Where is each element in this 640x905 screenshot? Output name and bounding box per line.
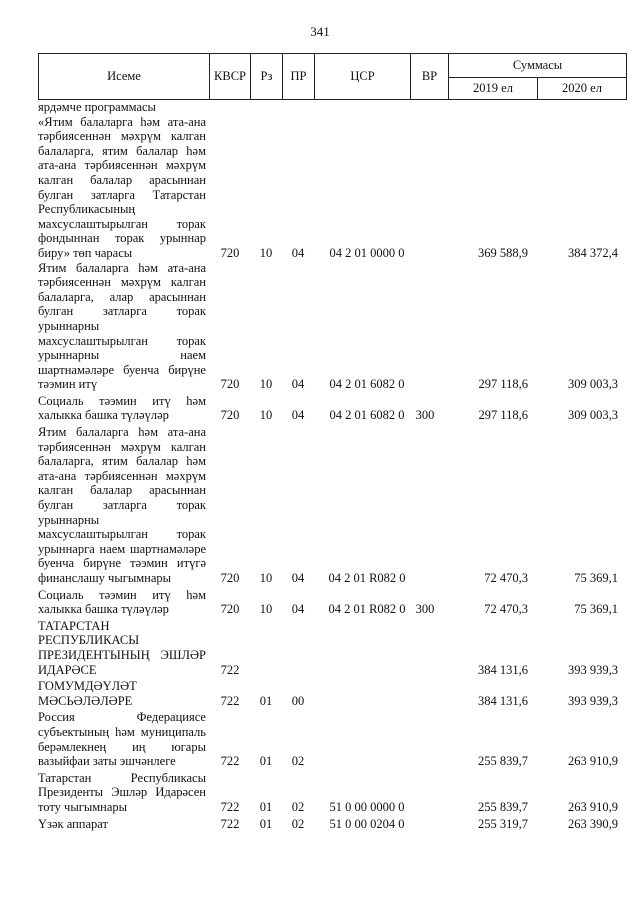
row-csr: 04 2 01 R082 0 bbox=[328, 602, 406, 617]
table-header bbox=[38, 53, 627, 100]
row-pr: 00 bbox=[291, 693, 305, 708]
row-y1: 297 118,6 bbox=[478, 408, 528, 423]
row-y2: 384 372,4 bbox=[568, 245, 618, 260]
header-pr: ПР bbox=[283, 54, 315, 100]
row-y1: 255 839,7 bbox=[478, 799, 528, 814]
row-y2: 309 003,3 bbox=[568, 408, 618, 423]
row-kvsr: 722 bbox=[220, 799, 240, 814]
header-year-2019: 2019 ел bbox=[449, 78, 538, 100]
row-name: ГОМУМДӘҮЛӘТ МӘСЬӘЛӘЛӘРЕ bbox=[38, 679, 137, 708]
row-rz: 10 bbox=[259, 377, 273, 392]
row-pr: 02 bbox=[291, 799, 305, 814]
row-y1: 369 588,9 bbox=[478, 245, 528, 260]
row-name: Социаль тәэмин итү һәм халыкка башка түләүләр bbox=[38, 587, 206, 617]
row-rz: 10 bbox=[259, 408, 273, 423]
row-y2: 393 939,3 bbox=[568, 693, 618, 708]
row-csr: 04 2 01 R082 0 bbox=[328, 571, 406, 585]
table-row bbox=[38, 771, 626, 815]
row-rz: 10 bbox=[259, 602, 273, 617]
row-y2: 75 369,1 bbox=[574, 602, 618, 617]
header-csr: ЦСР bbox=[315, 54, 411, 100]
row-name: Татарстан Республикасы Президенты Эшләр Идарәсен тоту чыгымнары bbox=[38, 770, 206, 814]
row-y2: 75 369,1 bbox=[574, 571, 618, 585]
table-row bbox=[38, 710, 626, 768]
row-pr: 02 bbox=[291, 754, 305, 769]
table-row bbox=[38, 115, 626, 261]
row-csr: 04 2 01 6082 0 bbox=[329, 408, 405, 423]
row-name: ТАТАРСТАН РЕСПУБЛИКАСЫ ПРЕЗИДЕНТЫНЫҢ ЭШЛӘР ИДАРӘСЕ bbox=[38, 618, 206, 677]
row-pr: 04 bbox=[291, 602, 305, 617]
row-name: Ятим балаларга һәм ата-ана тәрбиясеннән мәхрүм калган балаларга, алар арасыннан булган затларга торак урыннарны махсуслаштырылган торак урыннарны наем шартнамәләре буенча бирүне тәэмин итү bbox=[38, 260, 206, 392]
row-csr: 04 2 01 0000 0 bbox=[329, 245, 405, 260]
row-y2: 263 910,9 bbox=[568, 799, 618, 814]
row-name: Үзәк аппарат bbox=[38, 816, 108, 831]
row-csr: 04 2 01 6082 0 bbox=[329, 377, 405, 392]
row-rz: 10 bbox=[259, 245, 273, 260]
row-rz: 01 bbox=[259, 693, 273, 708]
row-kvsr: 720 bbox=[220, 377, 240, 392]
row-y2: 263 390,9 bbox=[568, 816, 618, 831]
header-rz: Рз bbox=[251, 54, 283, 100]
row-y1: 384 131,6 bbox=[478, 662, 528, 677]
row-pr: 02 bbox=[291, 816, 305, 831]
row-name: ярдәмче программасы bbox=[38, 100, 156, 114]
header-name: Исеме bbox=[39, 54, 210, 100]
row-kvsr: 722 bbox=[220, 816, 240, 831]
row-y1: 297 118,6 bbox=[478, 377, 528, 392]
row-y1: 255 319,7 bbox=[478, 816, 528, 831]
row-vr: 300 bbox=[415, 408, 435, 423]
table-row bbox=[38, 679, 626, 708]
table-row bbox=[38, 394, 626, 423]
page-number: 341 bbox=[310, 24, 330, 39]
row-pr: 04 bbox=[291, 408, 305, 423]
table-body bbox=[38, 100, 626, 831]
row-csr: 51 0 00 0204 0 bbox=[329, 816, 405, 831]
row-y1: 384 131,6 bbox=[478, 693, 528, 708]
row-y1: 255 839,7 bbox=[478, 754, 528, 769]
header-vr: ВР bbox=[411, 54, 449, 100]
row-rz: 10 bbox=[259, 571, 273, 585]
row-pr: 04 bbox=[291, 245, 305, 260]
row-csr: 51 0 00 0000 0 bbox=[329, 799, 405, 814]
row-kvsr: 720 bbox=[220, 602, 240, 617]
table-row bbox=[38, 619, 626, 677]
row-vr: 300 bbox=[415, 602, 435, 617]
row-kvsr: 722 bbox=[220, 754, 240, 769]
row-name: Россия Федерациясе субъектының һәм муниципаль берәмлекнең иң югары вазыйфаи заты эшчәнлеге bbox=[38, 710, 206, 769]
row-pr: 04 bbox=[291, 571, 305, 585]
row-y2: 263 910,9 bbox=[568, 754, 618, 769]
row-rz: 01 bbox=[259, 816, 273, 831]
header-year-2020: 2020 ел bbox=[538, 78, 627, 100]
header-sums: Суммасы bbox=[449, 54, 627, 78]
table-row bbox=[38, 588, 626, 617]
row-name: Ятим балаларга һәм ата-ана тәрбиясеннән мәхрүм калган балаларга, ятим балалар һәм ата-ана тәрбиясеннән мәхрүм калган балалар арасыннан булган затларга торак урыннарны махсуслаштырылган торак урыннарга наем шартнамәләре буенча бирүне тәэмин итүгә финанслашу чыгымнары bbox=[38, 425, 206, 585]
row-y1: 72 470,3 bbox=[484, 602, 528, 617]
header-kvsr: КВСР bbox=[210, 54, 251, 100]
row-pr: 04 bbox=[291, 377, 305, 392]
row-name: «Ятим балаларга һәм ата-ана тәрбиясеннән мәхрүм калган балаларга, ятим балалар һәм ата-ана тәрбиясеннән мәхрүм калган балалар арасыннан булган затларга Татарстан Республикасының махсуслаштырылган торак фондыннан торак урыннар биру» төп чарасы bbox=[38, 114, 206, 260]
row-kvsr: 722 bbox=[220, 693, 240, 708]
row-y1: 72 470,3 bbox=[484, 571, 528, 585]
row-y2: 393 939,3 bbox=[568, 662, 618, 677]
row-kvsr: 720 bbox=[220, 245, 240, 260]
table-row bbox=[38, 425, 626, 586]
table-row bbox=[38, 100, 626, 115]
row-rz: 01 bbox=[259, 754, 273, 769]
table-row bbox=[38, 261, 626, 392]
row-kvsr: 722 bbox=[220, 662, 240, 677]
table-row bbox=[38, 817, 626, 832]
row-kvsr: 720 bbox=[220, 571, 240, 585]
row-name: Социаль тәэмин итү һәм халыкка башка түләүләр bbox=[38, 393, 206, 423]
row-rz: 01 bbox=[259, 799, 273, 814]
row-y2: 309 003,3 bbox=[568, 377, 618, 392]
row-kvsr: 720 bbox=[220, 408, 240, 423]
